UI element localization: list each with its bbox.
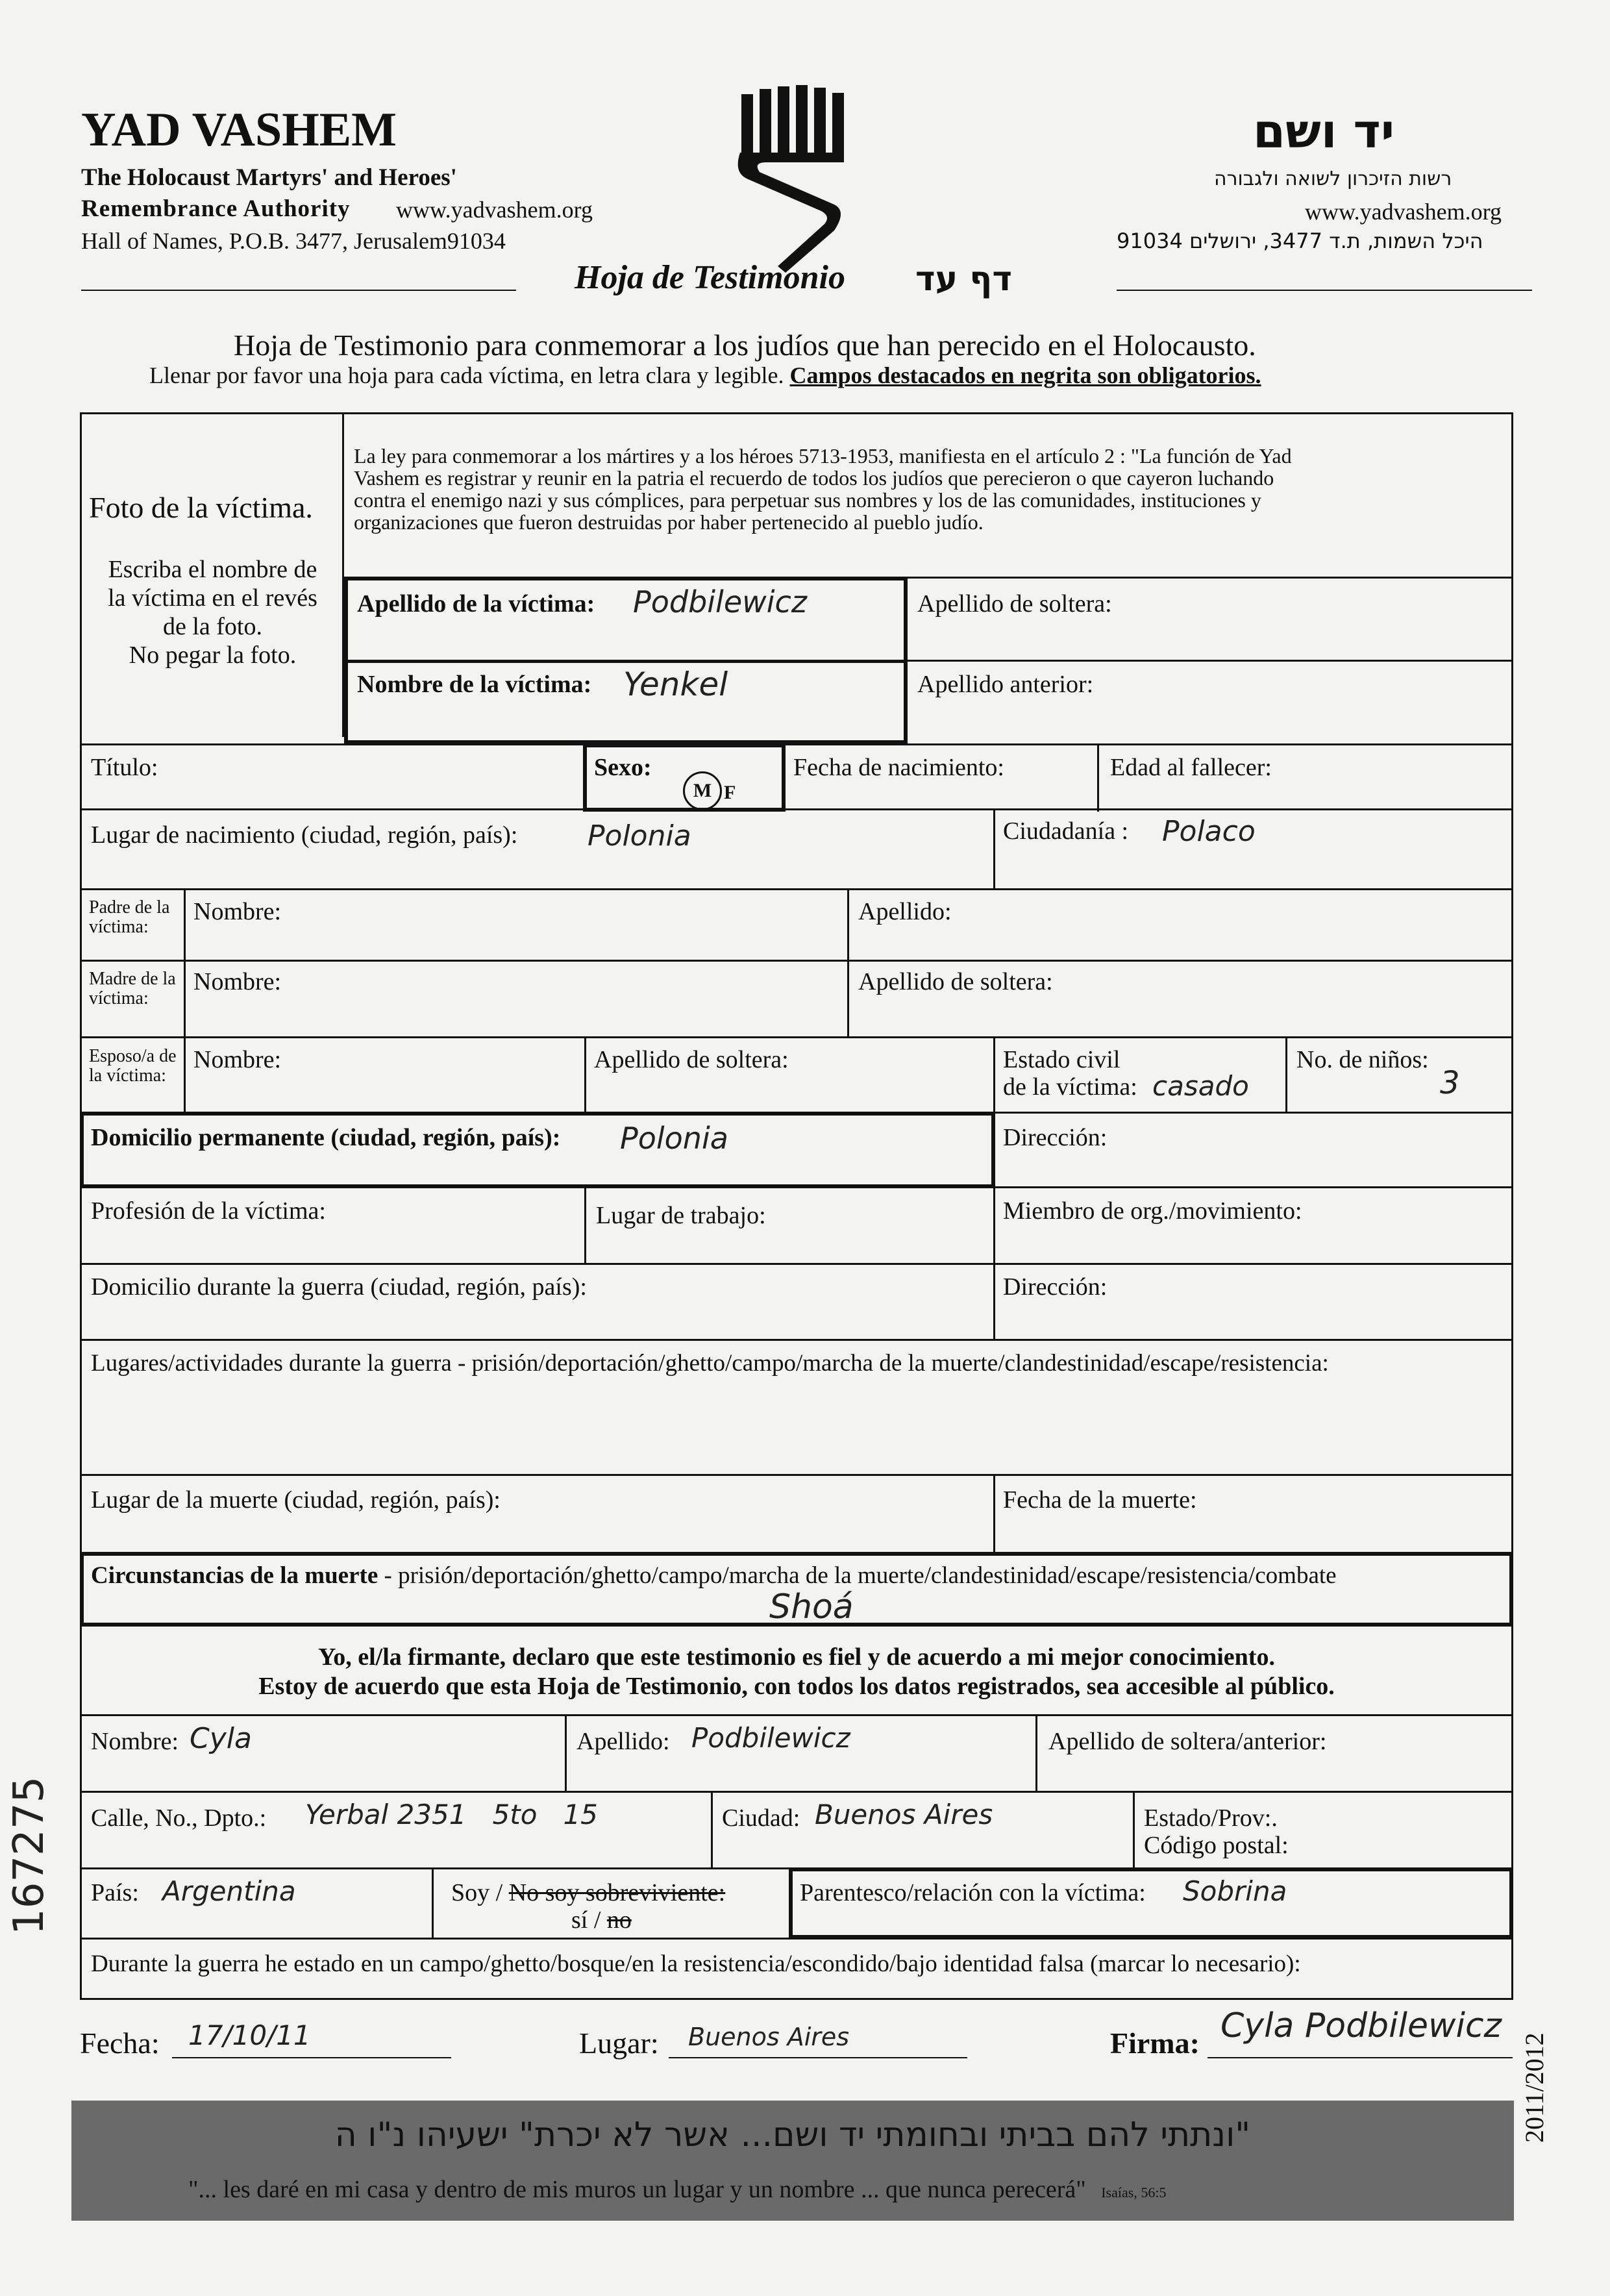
submitter-maiden-divider <box>1035 1714 1037 1792</box>
father-surname-label: Apellido: <box>858 898 952 925</box>
relatives-label-divider <box>184 888 186 1112</box>
footer-quote-es <box>188 2175 1166 2204</box>
survivor-answer <box>571 1906 632 1934</box>
death-circumstances-value[interactable]: Shoá <box>769 1588 854 1627</box>
place-value[interactable]: Buenos Aires <box>688 2023 850 2051</box>
spouse-label: Esposo/a de la víctima: <box>89 1046 177 1086</box>
org-subtitle-1: The Holocaust Martyrs' and Heroes' <box>81 164 457 191</box>
submitter-name-value[interactable]: Cyla <box>190 1722 252 1755</box>
law-text-line-2: Vashem es registrar y reunir en la patria el recuerdo de todos los judíos que perecieron o que cayeron luchando <box>354 466 1274 490</box>
death-circumstances-label <box>91 1562 1337 1590</box>
victim-prev-surname-label: Apellido anterior: <box>917 671 1094 698</box>
sex-option-f[interactable]: F <box>724 782 736 803</box>
age-label: Edad al fallecer: <box>1110 754 1272 781</box>
footer-quote-ref: Isaías, 56:5 <box>1101 2184 1167 2201</box>
survivor-label-b[interactable]: No soy sobreviviente: <box>508 1879 726 1906</box>
intro-mandatory-note: Campos destacados en negrita son obligatorios. <box>789 362 1261 388</box>
wartime-label: Durante la guerra he estado en un campo/ghetto/bosque/en la resistencia/escondido/bajo identidad falsa (marcar lo necesario): <box>91 1951 1301 1977</box>
signature-value[interactable]: Cyla Podbilewicz <box>1220 2006 1502 2045</box>
submitter-maiden-label: Apellido de soltera/anterior: <box>1048 1728 1327 1755</box>
menorah-logo-icon <box>727 81 857 276</box>
address-he: היכל השמות, ת.ד 3477, ירושלים 91034 <box>1117 229 1483 253</box>
form-title: Hoja de Testimonio <box>575 259 845 296</box>
mother-name-label: Nombre: <box>193 968 282 995</box>
law-text-line-3: contra el enemigo nazi y sus cómplices, para perpetuar sus nombres y los de las comunidades, instituciones y <box>354 488 1261 512</box>
death-circumstances-label-bold: Circunstancias de la muerte <box>91 1562 378 1589</box>
declaration-line-1: Yo, el/la firmante, declaro que este testimonio es fiel y de acuerdo a mi mejor conocimiento. <box>318 1643 1275 1671</box>
org-name-en: YAD VASHEM <box>81 103 397 156</box>
relation-value[interactable]: Sobrina <box>1183 1875 1287 1907</box>
title-label: Título: <box>91 754 158 781</box>
photo-instruction-3: de la foto. <box>162 613 262 640</box>
row-war-residence-top <box>80 1263 1513 1265</box>
street-label: Calle, No., Dpto.: <box>91 1804 267 1832</box>
spouse-maiden-divider <box>584 1036 586 1113</box>
children-value[interactable]: 3 <box>1440 1065 1460 1101</box>
law-text-line-4: organizaciones que fueron destruidas por haber pertenecido al pueblo judío. <box>354 510 984 534</box>
website-he: www.yadvashem.org <box>1305 199 1502 225</box>
street-value[interactable]: Yerbal 2351 5to 15 <box>305 1799 598 1830</box>
relation-label: Parentesco/relación con la víctima: <box>800 1879 1146 1906</box>
photo-instruction-4: No pegar la foto. <box>129 642 297 669</box>
civil-status-value[interactable]: casado <box>1152 1070 1249 1102</box>
victim-name-divider <box>344 660 908 663</box>
row-mother-top <box>80 960 1513 962</box>
death-place-label: Lugar de la muerte (ciudad, región, país): <box>91 1486 501 1514</box>
org-name-he: יד ושם <box>1253 104 1395 158</box>
survivor-no[interactable]: no <box>606 1906 632 1934</box>
photo-instruction-1: Escriba el nombre de <box>108 556 317 583</box>
signature-label: Firma: <box>1110 2027 1200 2060</box>
website-en: www.yadvashem.org <box>396 197 593 223</box>
age-divider <box>1097 743 1099 812</box>
law-text-line-1: La ley para conmemorar a los mártires y a los héroes 5713-1953, manifiesta en el artículo 2 : "La función de Yad <box>354 444 1292 468</box>
citizenship-label: Ciudadanía : <box>1003 817 1129 845</box>
state-divider <box>1133 1791 1135 1869</box>
children-divider <box>1285 1036 1287 1113</box>
org-subtitle-2: Remembrance Authority <box>81 195 351 222</box>
victim-name-value[interactable]: Yenkel <box>623 666 728 703</box>
profession-label: Profesión de la víctima: <box>91 1197 326 1225</box>
residence-value[interactable]: Polonia <box>620 1121 728 1156</box>
war-address-label: Dirección: <box>1003 1273 1108 1301</box>
row-father-top <box>80 888 1513 890</box>
father-name-label: Nombre: <box>193 898 282 925</box>
death-date-label: Fecha de la muerte: <box>1003 1486 1197 1514</box>
city-divider <box>711 1791 713 1869</box>
submitter-surname-divider <box>565 1714 567 1792</box>
submitter-surname-value[interactable]: Podbilewicz <box>691 1722 850 1754</box>
survivor-label-a: Soy / <box>451 1879 509 1906</box>
place-label: Lugar: <box>579 2027 659 2060</box>
birth-place-label: Lugar de nacimiento (ciudad, región, país): <box>91 821 518 849</box>
law-text <box>354 445 1503 533</box>
row-war-places-top <box>80 1339 1513 1341</box>
civil-status-label-1: Estado civil <box>1003 1046 1121 1073</box>
date-value[interactable]: 17/10/11 <box>188 2019 311 2051</box>
form-title-he: דף עד <box>915 260 1012 299</box>
birth-place-value[interactable]: Polonia <box>588 819 691 853</box>
declaration-line-2: Estoy de acuerdo que esta Hoja de Testimonio, con todos los datos registrados, sea accesible al público. <box>258 1673 1335 1700</box>
footer-quote-es-text: "... les daré en mi casa y dentro de mis muros un lugar y un nombre ... que nunca perecerá" <box>188 2176 1086 2203</box>
photo-instructions <box>84 555 341 669</box>
submitter-surname-label: Apellido: <box>576 1728 670 1755</box>
footer-quote-he: "ונתתי להם בביתי ובחומתי יד ושם... אשר לא יכרת" ישעיהו נ"ו ה <box>334 2115 1251 2154</box>
survivor-divider <box>432 1867 434 1939</box>
header-rule-right <box>1117 290 1532 291</box>
death-date-divider <box>993 1474 995 1554</box>
spouse-name-label: Nombre: <box>193 1046 282 1073</box>
org-member-label: Miembro de org./movimiento: <box>1003 1197 1302 1225</box>
spouse-maiden-label: Apellido de soltera: <box>594 1046 789 1073</box>
submitter-name-label: Nombre: <box>91 1728 179 1755</box>
residence-label: Domicilio permanente (ciudad, región, país): <box>91 1124 561 1151</box>
row-birthplace-top <box>80 808 1513 810</box>
victim-maiden-label: Apellido de soltera: <box>917 590 1112 618</box>
photo-instruction-2: la víctima en el revés <box>108 584 317 612</box>
death-circumstances-label-rest: - prisión/deportación/ghetto/campo/marcha de la muerte/clandestinidad/escape/resistencia/combate <box>378 1562 1337 1589</box>
children-label: No. de niños: <box>1296 1046 1429 1073</box>
row-death-place-top <box>80 1474 1513 1476</box>
intro-line-2 <box>149 362 1261 389</box>
side-year: 2011/2012 <box>1520 2032 1549 2143</box>
intro-line-2-text: Llenar por favor una hoja para cada víctima, en letra clara y legible. <box>149 362 784 388</box>
org-subtitle-he: רשות הזיכרון לשואה ולגבורה <box>1214 168 1452 190</box>
row-title-top <box>80 743 1513 745</box>
date-underline <box>172 2057 451 2058</box>
country-label: País: <box>91 1879 139 1906</box>
victim-surname-label: Apellido de la víctima: <box>357 590 595 618</box>
sex-label: Sexo: <box>594 754 652 781</box>
victim-name-label: Nombre de la víctima: <box>357 671 592 698</box>
header-rule-left <box>81 290 516 291</box>
address-en: Hall of Names, P.O.B. 3477, Jerusalem91034 <box>81 228 506 254</box>
postal-label: Código postal: <box>1144 1832 1289 1859</box>
workplace-divider <box>584 1186 586 1264</box>
photo-title: Foto de la víctima. <box>89 491 313 524</box>
war-residence-label: Domicilio durante la guerra (ciudad, región, país): <box>91 1273 587 1301</box>
row-spouse-top <box>80 1036 1513 1038</box>
address-label: Dirección: <box>1003 1124 1108 1151</box>
country-value[interactable]: Argentina <box>162 1875 296 1907</box>
row-wartime-top <box>80 1938 1513 1940</box>
place-underline <box>669 2057 967 2058</box>
date-label: Fecha: <box>80 2027 160 2060</box>
birth-date-label: Fecha de nacimiento: <box>793 754 1004 781</box>
civil-status-label-2: de la víctima: <box>1003 1073 1137 1101</box>
row-profession-top <box>80 1186 1513 1188</box>
stamp-number: 167275 <box>5 1776 53 1935</box>
war-places-label: Lugares/actividades durante la guerra - prisión/deportación/ghetto/campo/marcha de la muerte/clandestinidad/escape/resistencia: <box>91 1350 1329 1377</box>
civil-status-divider <box>993 1036 995 1113</box>
survivor-question <box>451 1878 725 1907</box>
citizenship-divider <box>993 808 995 890</box>
city-label: Ciudad: <box>722 1804 800 1832</box>
sex-option-m[interactable]: M <box>683 771 722 810</box>
victim-surname-value[interactable]: Podbilewicz <box>633 584 807 619</box>
city-value[interactable]: Buenos Aires <box>815 1799 993 1830</box>
mother-maiden-label: Apellido de soltera: <box>858 968 1053 995</box>
survivor-yes[interactable]: sí / <box>571 1906 607 1934</box>
row-submitter-top <box>80 1714 1513 1716</box>
maiden-row-divider <box>908 660 1513 662</box>
signature-underline <box>1208 2057 1513 2058</box>
father-label: Padre de la víctima: <box>89 897 170 937</box>
workplace-label: Lugar de trabajo: <box>596 1202 766 1229</box>
intro-line-1: Hoja de Testimonio para conmemorar a los judíos que han perecido en el Holocausto. <box>234 329 1256 362</box>
state-label: Estado/Prov:. <box>1144 1804 1278 1832</box>
row-street-top <box>80 1791 1513 1793</box>
father-surname-divider <box>847 888 849 1038</box>
mother-label: Madre de la víctima: <box>89 969 176 1008</box>
citizenship-value[interactable]: Polaco <box>1162 815 1256 848</box>
